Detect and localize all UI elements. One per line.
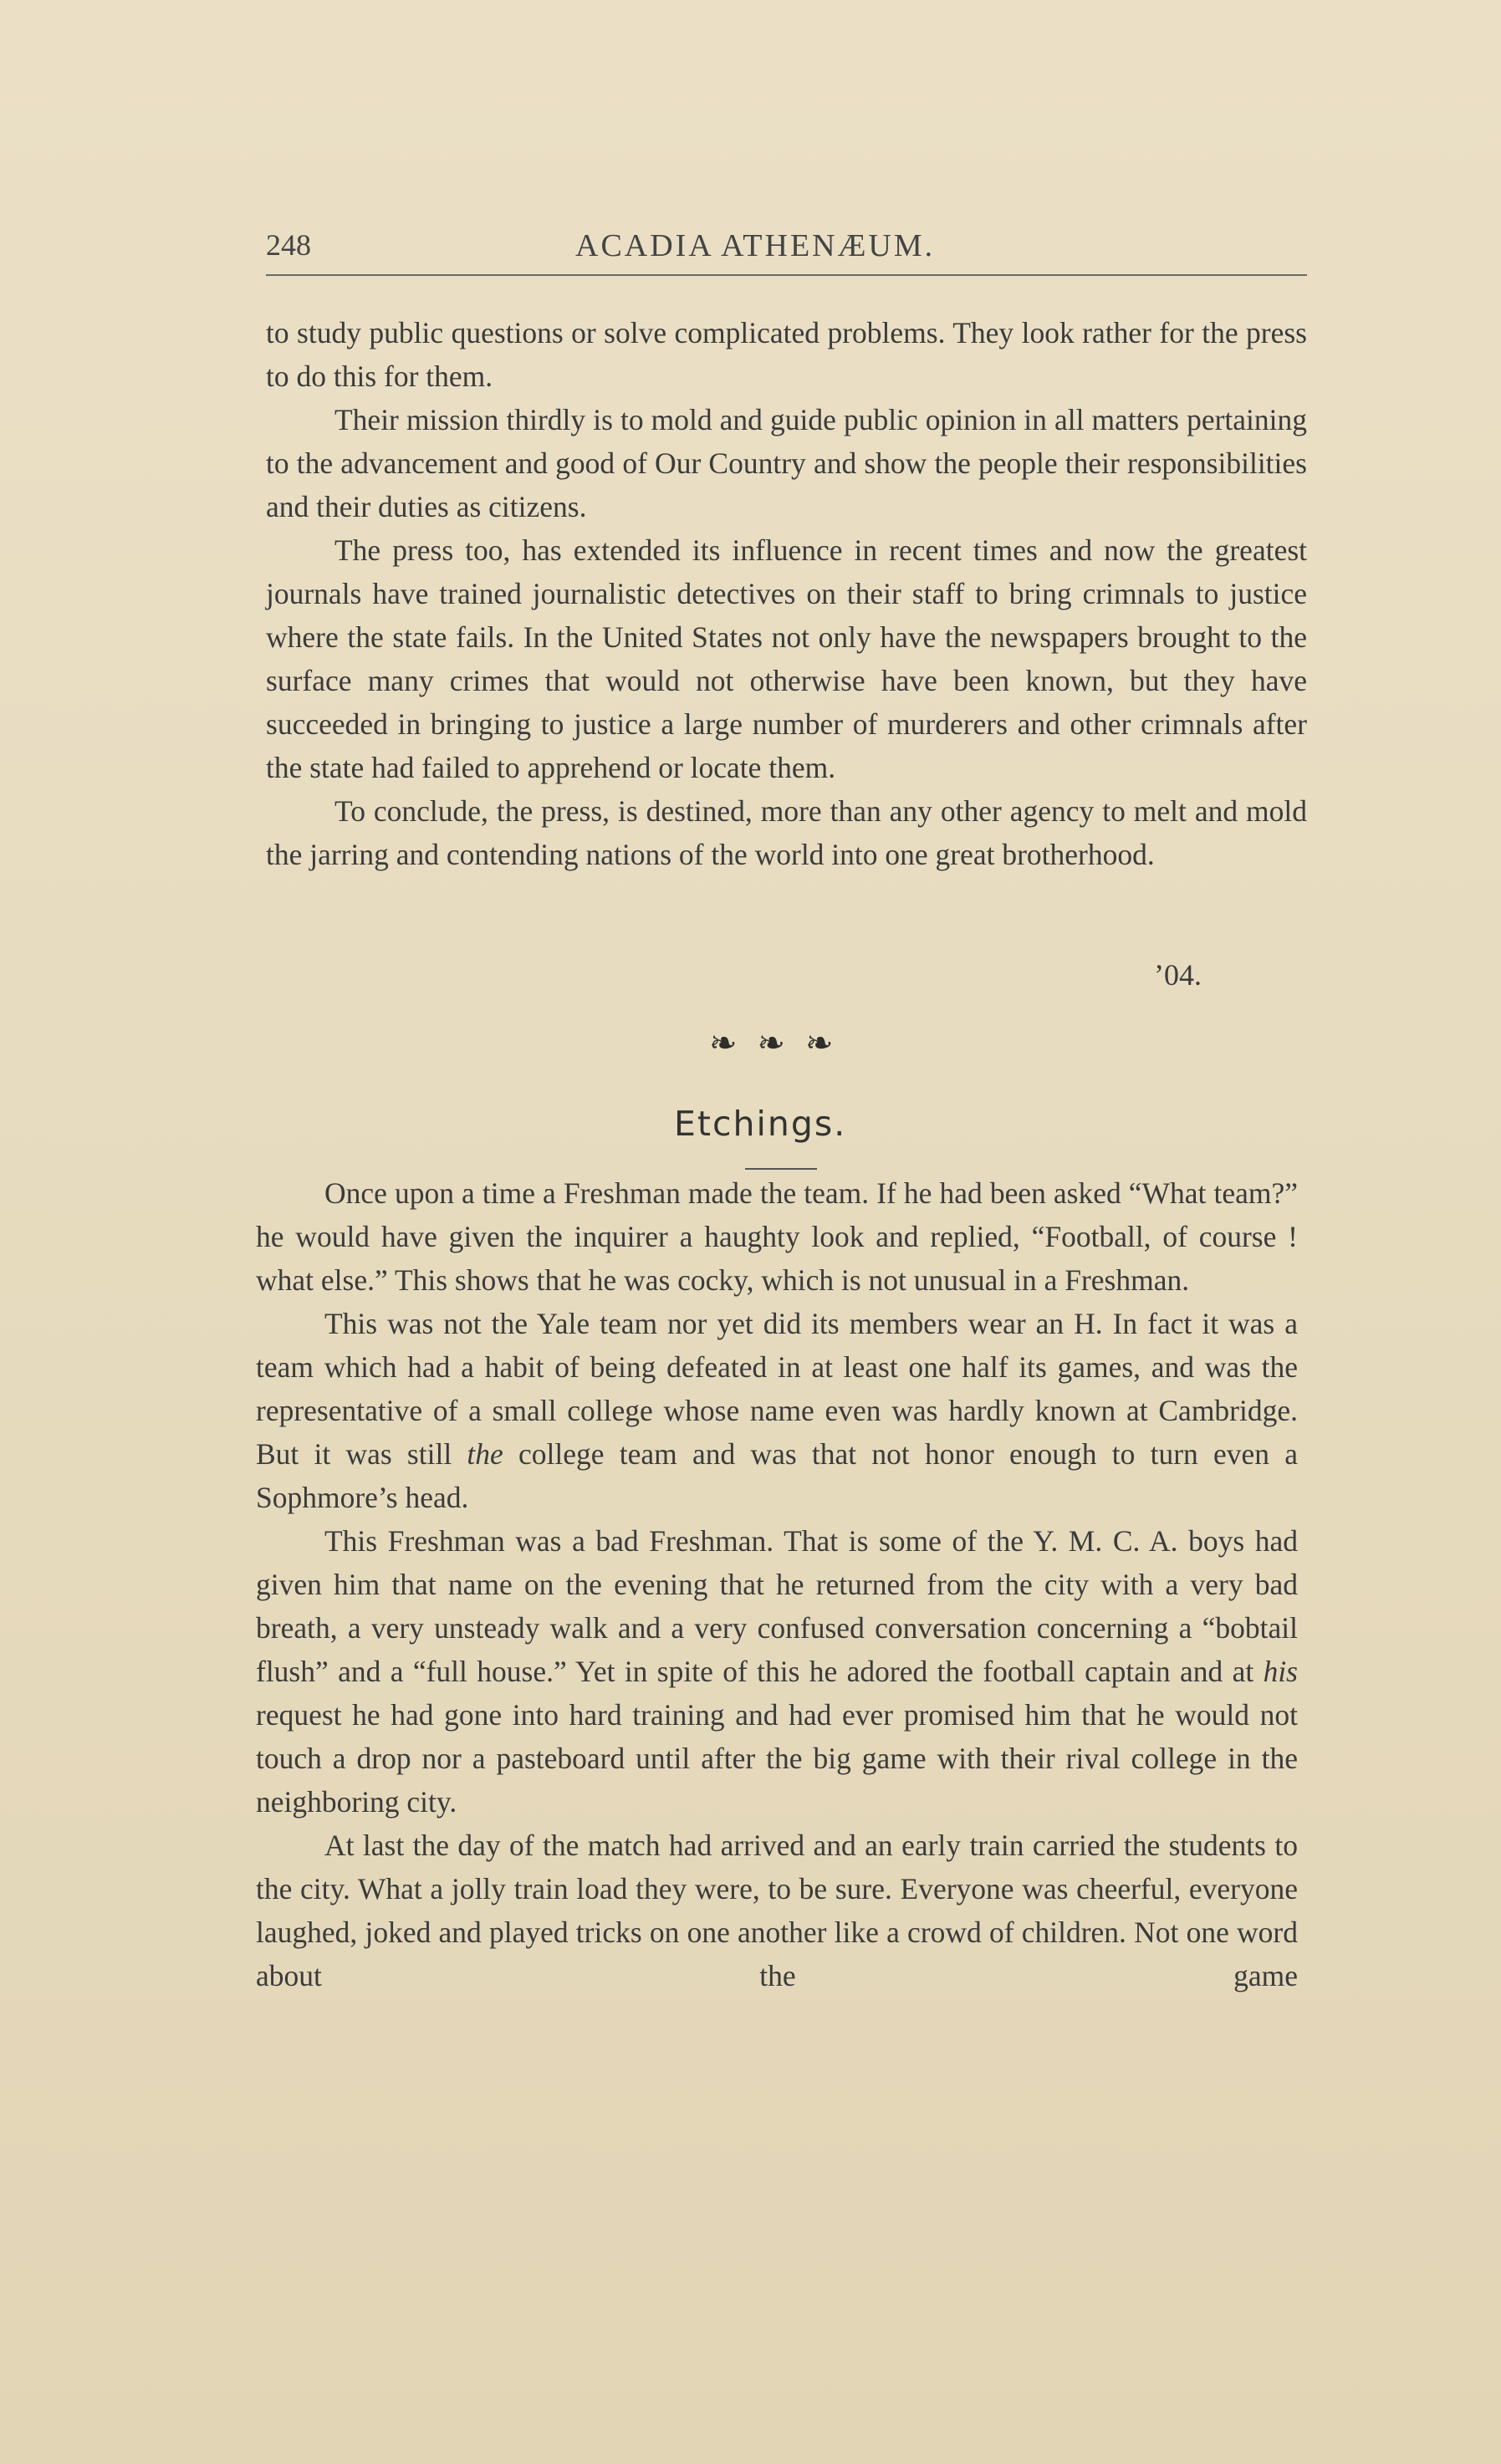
running-title: ACADIA ATHENÆUM. [575,228,936,263]
essay-signature: ’04. [1154,958,1202,992]
section-title: Etchings. [674,1104,847,1144]
paragraph-text: This was not the Yale team nor yet did its members wear an H. In fact it was a team which had a habit of being defeated in at least one half its games, and was the representative of a small college whose name even was hardly known at Cambridge. But it was still [256,1307,1298,1471]
paragraph: At last the day of the match had arrived and an early train carried the students to the city. What a jolly train load they were, to be sure. Everyone was cheerful, everyone laughed, joked and played tricks on one another like a crowd of children. Not one word about the game [256,1829,1298,1992]
section-ornament: ❧❧❧ [709,1024,854,1063]
etchings-story [256,1171,1298,1997]
paragraph: Their mission thirdly is to mold and guide public opinion in all matters pertaining to the advancement and good of Our Country and show the people their responsibilities and their duties as citizens. [266,403,1307,523]
paragraph [256,1302,1298,1519]
paragraph: Once upon a time a Freshman made the team. If he had been asked “What team?” he would have given the inquirer a haughty look and replied, “Football, of course ! what else.” This shows that he was cocky, which is not unusual in a Freshman. [256,1176,1298,1297]
emphasis: his [1263,1655,1298,1688]
paragraph-text: request he had gone into hard training and had ever promised him that he would not touch a drop nor a pasteboard until after the big game with their rival college in the neighboring city. [256,1698,1298,1819]
page-header [266,224,1307,276]
title-rule [745,1168,817,1170]
paragraph-text: This Freshman was a bad Freshman. That is some of the Y. M. C. A. boys had given him that name on the evening that he returned from the city with a very bad breath, a very unsteady walk and a very confused conversation concerning a “bobtail flush” and a “full house.” Yet in spite of this he adored the football captain and at [256,1524,1298,1688]
paragraph: To conclude, the press, is destined, more than any other agency to melt and mold the jarring and contending nations of the world into one great brotherhood. [266,794,1307,871]
essay-conclusion [266,311,1307,876]
page-number: 248 [266,228,311,262]
paragraph-text: college team and was that not honor enough to turn even a Sophmore’s head. [256,1437,1298,1514]
paragraph: to study public questions or solve complicated problems. They look rather for the press to do this for them. [266,316,1307,393]
paragraph [256,1519,1298,1824]
emphasis: the [467,1437,503,1471]
paragraph: The press too, has extended its influence in recent times and now the greatest journals have trained journalistic detectives on their staff to bring crimnals to justice where the state fails. In the United States not only have the newspapers brought to the surface many crimes that would not otherwise have been known, but they have succeeded in bringing to justice a large number of murderers and other crimnals after the state had failed to apprehend or locate them. [266,533,1307,784]
